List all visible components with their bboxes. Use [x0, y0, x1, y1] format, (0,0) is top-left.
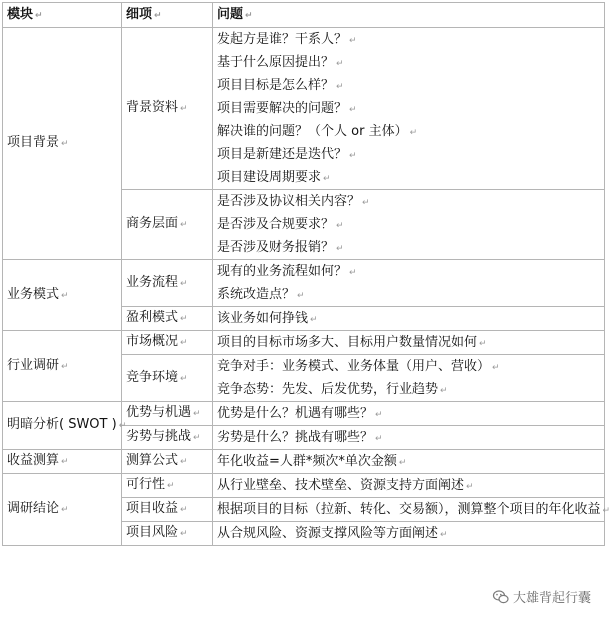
question-text: 年化收益=人群*频次*单次金额 [217, 454, 397, 469]
question-text: 从合规风险、资源支撑风险等方面阐述 [217, 526, 439, 541]
paragraph-mark: ↵ [375, 434, 383, 444]
question-text: 项目的目标市场多大、目标用户数量情况如何 [217, 335, 478, 350]
wechat-icon [493, 590, 509, 604]
paragraph-mark: ↵ [193, 433, 201, 443]
question-cell [213, 402, 605, 426]
paragraph-mark: ↵ [180, 457, 188, 467]
module-cell [3, 260, 122, 331]
item-cell [122, 522, 213, 546]
question-line [217, 474, 604, 497]
question-text: 该业务如何挣钱 [217, 311, 309, 326]
header-item: 细项 ↵ [122, 3, 213, 28]
question-line [217, 213, 604, 236]
module-cell [3, 474, 122, 546]
paragraph-mark: ↵ [492, 363, 500, 373]
paragraph-mark: ↵ [323, 174, 331, 184]
question-text: 竞争态势：先发、后发优势，行业趋势 [217, 382, 439, 397]
question-text: 系统改造点？ [217, 287, 296, 302]
question-line [217, 74, 604, 97]
question-line [217, 450, 604, 473]
paragraph-mark: ↵ [61, 505, 69, 515]
table-row [3, 450, 605, 474]
question-text: 是否涉及合规要求？ [217, 217, 335, 232]
header-row [3, 3, 605, 28]
question-line [217, 426, 604, 449]
module-label: 收益测算 [7, 453, 60, 468]
item-label: 项目收益 [126, 501, 179, 516]
paragraph-mark: ↵ [180, 529, 188, 539]
question-text: 劣势是什么？挑战有哪些？ [217, 430, 374, 445]
paragraph-mark: ↵ [336, 244, 344, 254]
question-line [217, 166, 604, 189]
module-cell [3, 331, 122, 402]
question-cell [213, 450, 605, 474]
item-label: 市场概况 [126, 334, 179, 349]
paragraph-mark: ↵ [118, 421, 127, 431]
paragraph-mark: ↵ [602, 506, 610, 516]
table-row [3, 331, 605, 355]
question-cell [213, 426, 605, 450]
paragraph-mark: ↵ [398, 458, 407, 468]
question-line [217, 355, 604, 378]
item-cell [122, 190, 213, 260]
table-row [3, 28, 605, 190]
question-line [217, 236, 604, 259]
question-text: 项目需要解决的问题？ [217, 101, 348, 116]
paragraph-mark: ↵ [349, 268, 357, 278]
question-line [217, 307, 604, 330]
research-table [2, 2, 610, 546]
paragraph-mark: ↵ [180, 338, 188, 348]
paragraph-mark: ↵ [440, 530, 448, 540]
question-cell [213, 307, 605, 331]
item-label: 项目风险 [126, 525, 179, 540]
module-cell [3, 28, 122, 260]
module-label: 调研结论 [7, 501, 60, 516]
question-text: 项目目标是怎么样？ [217, 78, 335, 93]
paragraph-mark: ↵ [193, 409, 201, 419]
question-line [217, 190, 604, 213]
paragraph-mark: ↵ [61, 290, 69, 301]
question-line [217, 378, 604, 401]
question-cell [213, 474, 605, 498]
paragraph-mark: ↵ [336, 59, 344, 69]
paragraph-mark: ↵ [180, 278, 188, 289]
question-line [217, 28, 604, 51]
module-label: 明暗分析( SWOT ) [7, 417, 117, 432]
table-row [3, 474, 605, 498]
question-text: 优势是什么？机遇有哪些？ [217, 406, 374, 421]
paragraph-mark: ↵ [349, 36, 357, 46]
paragraph-mark: ↵ [440, 386, 448, 396]
item-label: 可行性 [126, 477, 166, 492]
module-cell [3, 402, 127, 450]
question-line [217, 143, 604, 166]
question-cell [213, 331, 605, 355]
paragraph-mark: ↵ [297, 291, 305, 301]
item-label: 劣势与挑战 [126, 429, 192, 444]
item-label: 盈利模式 [126, 310, 179, 325]
item-cell [122, 307, 213, 331]
module-label: 业务模式 [7, 286, 60, 302]
question-text: 从行业壁垒、技术壁垒、资源支持方面阐述 [217, 478, 465, 493]
watermark [490, 586, 594, 607]
module-label: 行业调研 [7, 357, 60, 373]
question-cell [213, 28, 605, 190]
item-cell [122, 331, 213, 355]
item-label: 背景资料 [126, 100, 179, 115]
paragraph-mark: ↵ [180, 373, 188, 384]
item-label: 优势与机遇 [126, 405, 192, 420]
question-text: 现有的业务流程如何？ [217, 264, 348, 279]
document-page [2, 2, 610, 621]
paragraph-mark: ↵ [180, 104, 188, 114]
paragraph-mark: ↵ [349, 151, 357, 161]
question-cell [213, 498, 610, 522]
item-cell [122, 426, 213, 450]
question-text: 竞争对手：业务模式、业务体量（用户、营收） [217, 359, 491, 374]
question-line [217, 120, 604, 143]
paragraph-mark: ↵ [180, 220, 188, 230]
question-text: 发起方是谁？干系人？ [217, 32, 348, 47]
paragraph-mark: ↵ [167, 481, 175, 491]
paragraph-mark: ↵ [479, 339, 487, 349]
paragraph-mark: ↵ [61, 139, 69, 149]
question-text: 是否涉及财务报销？ [217, 240, 335, 255]
question-text: 项目是新建还是迭代？ [217, 147, 348, 162]
paragraph-mark: ↵ [61, 457, 69, 467]
paragraph-mark: ↵ [336, 82, 344, 92]
question-line [217, 283, 604, 306]
module-label: 项目背景 [7, 135, 60, 150]
table-row [3, 402, 605, 426]
question-line [217, 97, 604, 120]
item-cell [122, 498, 213, 522]
question-cell [213, 260, 605, 307]
table-body [3, 28, 610, 546]
item-cell [122, 450, 213, 474]
question-text: 项目建设周期要求 [217, 170, 322, 185]
item-label: 竞争环境 [126, 369, 179, 385]
question-line [217, 331, 604, 354]
question-text: 根据项目的目标（拉新、转化、交易额），测算整个项目的年化收益 [217, 502, 601, 517]
paragraph-mark: ↵ [409, 128, 418, 138]
paragraph-mark: ↵ [362, 198, 370, 208]
paragraph-mark: ↵ [375, 410, 383, 420]
question-text: 解决谁的问题？（个人 or 主体） [217, 124, 408, 139]
paragraph-mark: ↵ [336, 221, 344, 231]
item-cell [122, 474, 213, 498]
paragraph-mark: ↵ [61, 361, 69, 372]
item-cell [122, 355, 213, 402]
question-cell [213, 190, 605, 260]
question-line [217, 51, 604, 74]
paragraph-mark: ↵ [180, 314, 188, 324]
paragraph-mark: ↵ [310, 315, 318, 325]
question-text: 基于什么原因提出？ [217, 55, 335, 70]
item-cell [122, 28, 213, 190]
paragraph-mark: ↵ [349, 105, 357, 115]
question-line [217, 260, 604, 283]
question-line [217, 402, 604, 425]
question-cell [213, 522, 605, 546]
question-line [217, 498, 610, 521]
paragraph-mark: ↵ [180, 505, 188, 515]
table-row [3, 260, 605, 307]
module-cell [3, 450, 122, 474]
header-module: 模块 ↵ [3, 3, 122, 28]
item-cell [122, 260, 213, 307]
item-label: 商务层面 [126, 216, 179, 231]
watermark-text: 大雄背起行囊 [512, 591, 591, 606]
header-question: 问题 ↵ [213, 3, 605, 28]
paragraph-mark: ↵ [466, 482, 474, 492]
item-label: 业务流程 [126, 274, 179, 290]
question-line [217, 522, 604, 545]
question-cell [213, 355, 605, 402]
question-text: 是否涉及协议相关内容？ [217, 194, 361, 209]
item-cell [122, 402, 213, 426]
item-label: 测算公式 [126, 453, 179, 468]
